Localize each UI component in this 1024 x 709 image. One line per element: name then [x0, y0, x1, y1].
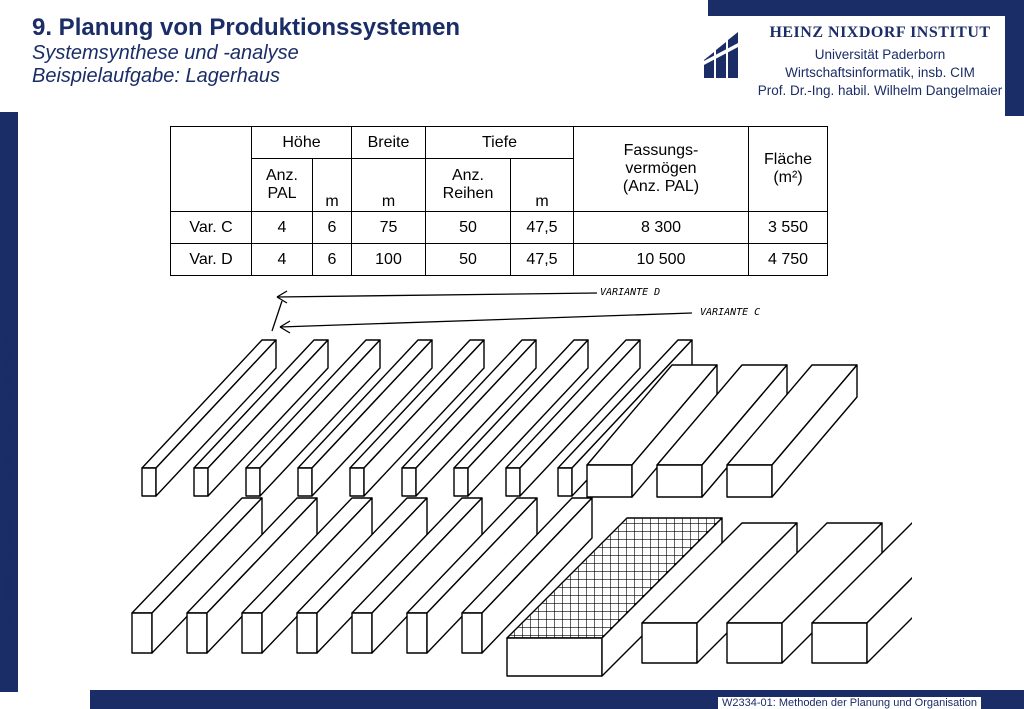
rack-front-2-front — [242, 613, 262, 653]
cell-pal: 4 — [252, 244, 313, 276]
subheader-breite-m: m — [352, 159, 426, 212]
rack-wide-0-front — [587, 465, 632, 497]
rack-back-2-front — [246, 468, 260, 496]
rack-back-6-front — [454, 468, 468, 496]
rack-wide-2-front — [727, 465, 772, 497]
title-block — [32, 14, 460, 88]
rack-back-5-front — [402, 468, 416, 496]
cell-pal: 4 — [252, 212, 313, 244]
rack-front-5-front — [407, 613, 427, 653]
slide-subtitle: Systemsynthese und -analyse — [32, 42, 299, 64]
institute-logo-icon — [700, 30, 742, 82]
subheader-anz-pal-line-2: PAL — [267, 185, 297, 202]
rack-back-8-front — [558, 468, 572, 496]
warehouse-sketch — [122, 283, 912, 678]
cell-hoehe-m: 6 — [313, 244, 352, 276]
cell-kapazitaet: 10 500 — [574, 244, 749, 276]
cell-breite-m: 100 — [352, 244, 426, 276]
subheader-hoehe-m: m — [313, 159, 352, 212]
rack-back-1-front — [194, 468, 208, 496]
subheader-anz-reihen — [426, 159, 511, 212]
rack-front-1-front — [187, 613, 207, 653]
sketch-label-variante-d: VARIANTE D — [600, 287, 661, 298]
rack-front-6-front — [462, 613, 482, 653]
subheader-anz-pal — [252, 159, 313, 212]
warehouse-variants-table — [170, 126, 828, 276]
institute-name: HEINZ NIXDORF INSTITUT — [769, 24, 991, 41]
rack-front-wide-0-front — [642, 623, 697, 663]
rack-front-wide-1-front — [727, 623, 782, 663]
cell-tiefe-m: 47,5 — [511, 212, 574, 244]
copyright-note: © Prof. Dr.-Ing habil. Wilhelm Dangelmaier, Heinz Nixdorf Institut, Universität Paderborn — [3, 323, 14, 692]
rack-front-4-front — [352, 613, 372, 653]
sketch-label-variante-c: VARIANTE C — [700, 307, 761, 318]
rack-back-7-front — [506, 468, 520, 496]
cell-breite-m: 75 — [352, 212, 426, 244]
rack-back-3-front — [298, 468, 312, 496]
institute-department: Wirtschaftsinformatik, insb. CIM — [785, 65, 975, 80]
rack-wide-1-front — [657, 465, 702, 497]
header-flaeche-line-1: Fläche — [763, 151, 813, 168]
rack-back-4-front — [350, 468, 364, 496]
header-breite: Breite — [352, 127, 426, 159]
top-accent-bar — [708, 0, 1024, 16]
row-label: Var. D — [171, 244, 252, 276]
table-header-row — [171, 127, 828, 159]
header-fassung-line-2: vermögen — [625, 160, 697, 177]
slide-subtitle-task: Beispielaufgabe: Lagerhaus — [32, 65, 280, 87]
subheader-anz-pal-line-1: Anz. — [265, 167, 298, 184]
header-hoehe: Höhe — [252, 127, 352, 159]
rack-back-0-front — [142, 468, 156, 496]
cell-hoehe-m: 6 — [313, 212, 352, 244]
institute-professor: Prof. Dr.-Ing. habil. Wilhelm Dangelmaier — [757, 83, 1003, 98]
course-footer: W2334-01: Methoden der Planung und Organisation — [718, 697, 981, 709]
cell-reihen: 50 — [426, 244, 511, 276]
cell-flaeche: 3 550 — [749, 212, 828, 244]
subheader-anz-reihen-line-2: Reihen — [442, 185, 494, 202]
page-number: 74 — [988, 688, 1006, 705]
institute-university: Universität Paderborn — [814, 47, 946, 62]
rack-front-3-front — [297, 613, 317, 653]
subheader-anz-reihen-line-1: Anz. — [451, 167, 484, 184]
header-fassung-line-1: Fassungs- — [623, 142, 699, 159]
slide-title: 9. Planung von Produktionssystemen — [32, 14, 461, 41]
header-flaeche — [749, 127, 828, 212]
header-flaeche-line-2: (m²) — [773, 169, 803, 186]
table-row — [171, 244, 828, 276]
header-fassung-line-3: (Anz. PAL) — [622, 178, 700, 195]
header-tiefe: Tiefe — [426, 127, 574, 159]
table-corner-cell — [171, 127, 252, 212]
header-fassungsvermoegen — [574, 127, 749, 212]
table-row — [171, 212, 828, 244]
row-label: Var. C — [171, 212, 252, 244]
cell-kapazitaet: 8 300 — [574, 212, 749, 244]
rack-pallets-front — [507, 638, 602, 676]
cell-flaeche: 4 750 — [749, 244, 828, 276]
rack-front-wide-2-front — [812, 623, 867, 663]
cell-reihen: 50 — [426, 212, 511, 244]
rack-front-0-front — [132, 613, 152, 653]
cell-tiefe-m: 47,5 — [511, 244, 574, 276]
subheader-tiefe-m: m — [511, 159, 574, 212]
